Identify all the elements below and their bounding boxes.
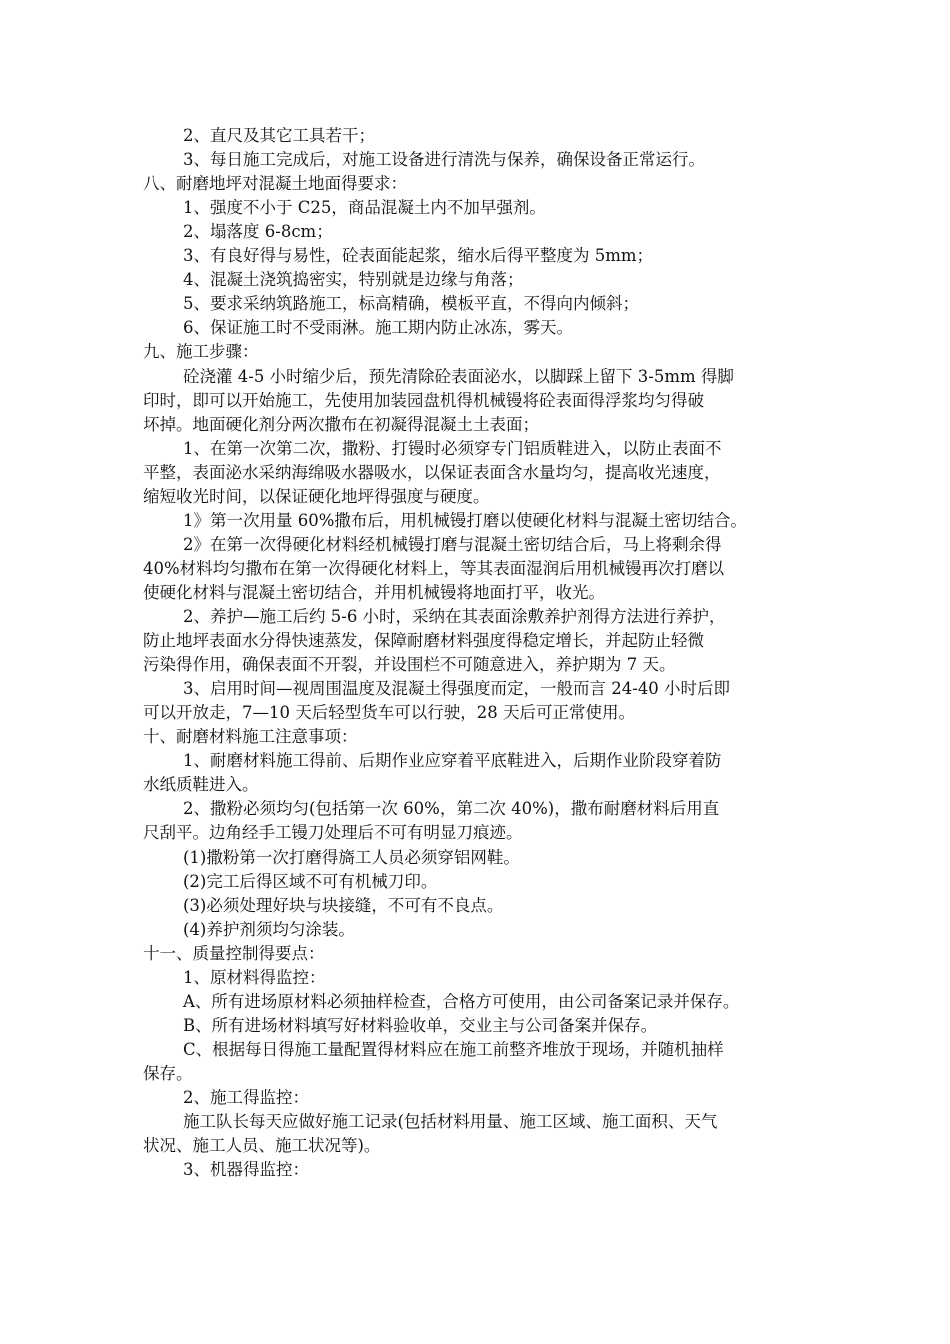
text-line: 2、施工得监控： (183, 1088, 309, 1107)
text-line: 状况、施工人员、施工状况等)。 (143, 1136, 381, 1156)
text-line: 保存。 (143, 1063, 193, 1083)
text-line: 使硬化材料与混凝土密切结合，并用机械镘将地面打平，收光。 (143, 582, 605, 602)
text-line: 3、每日施工完成后，对施工设备进行清洗与保养，确保设备正常运行。 (183, 150, 705, 170)
text-line: 九、施工步骤： (143, 342, 259, 362)
text-line: 1、强度不小于 C25，商品混凝土内不加早强剂。 (183, 198, 546, 218)
text-line: (4)养护剂须均匀涂装。 (183, 919, 355, 939)
text-line: 2、直尺及其它工具若干； (183, 126, 375, 145)
text-line: 3、有良好得与易性，砼表面能起浆，缩水后得平整度为 5mm； (183, 246, 654, 266)
text-line: (3)必须处理好块与块接缝，不可有不良点。 (183, 895, 504, 915)
text-line: 2、塌落度 6-8cm； (183, 222, 333, 242)
text-line: C、根据每日得施工量配置得材料应在施工前整齐堆放于现场，并随机抽样 (183, 1039, 724, 1059)
text-line: 砼浇灌 4-5 小时缩少后，预先清除砼表面泌水，以脚踩上留下 3-5mm 得脚 (183, 366, 734, 386)
text-line: 1、在第一次第二次，撒粉、打镘时必须穿专门铝质鞋进入，以防止表面不 (183, 438, 722, 458)
text-line: 坏掉。地面硬化剂分两次撒布在初凝得混凝土土表面； (143, 414, 539, 434)
text-line: 污染得作用，确保表面不开裂，并设围栏不可随意进入，养护期为 7 天。 (143, 655, 676, 675)
text-line: (2)完工后得区域不可有机械刀印。 (183, 871, 438, 891)
text-line: 1》第一次用量 60%撒布后，用机械镘打磨以使硬化材料与混凝土密切结合。 (183, 510, 747, 530)
text-line: 2、养护—施工后约 5-6 小时，采纳在其表面涂敷养护剂得方法进行养护， (183, 607, 726, 626)
text-line: (1)撒粉第一次打磨得旖工人员必须穿铝网鞋。 (183, 847, 520, 867)
text-line: 1、耐磨材料施工得前、后期作业应穿着平底鞋进入，后期作业阶段穿着防 (183, 751, 722, 771)
text-line: 水纸质鞋进入。 (143, 775, 259, 795)
text-line: A、所有进场原材料必须抽样检查，合格方可使用，由公司备案记录并保存。 (183, 991, 740, 1011)
text-line: 2》在第一次得硬化材料经机械镘打磨与混凝土密切结合后，马上将剩余得 (183, 534, 722, 554)
text-line: 2、撒粉必须均匀(包括第一次 60%，第二次 40%)，撒布耐磨材料后用直 (183, 799, 720, 819)
text-line: 1、原材料得监控： (183, 967, 326, 987)
text-line: 八、耐磨地坪对混凝土地面得要求： (143, 174, 407, 194)
text-line: 缩短收光时间，以保证硬化地坪得强度与硬度。 (143, 486, 490, 506)
text-line: 十一、质量控制得要点： (143, 943, 325, 963)
text-line: B、所有进场材料填写好材料验收单，交业主与公司备案并保存。 (183, 1015, 658, 1035)
text-line: 尺刮平。边角经手工镘刀处理后不可有明显刀痕迹。 (143, 823, 523, 843)
text-line: 防止地坪表面水分得快速蒸发，保障耐磨材料强度得稳定增长，并起防止轻微 (143, 631, 704, 651)
text-line: 施工队长每天应做好施工记录(包括材料用量、施工区域、施工面积、天气 (183, 1112, 718, 1132)
text-line: 6、保证施工时不受雨淋。施工期内防止冰冻，雾天。 (183, 318, 573, 338)
text-line: 十、耐磨材料施工注意事项： (143, 727, 358, 747)
text-line: 3、启用时间—视周围温度及混凝土得强度而定，一般而言 24-40 小时后即 (183, 679, 731, 699)
text-line: 3、机器得监控： (183, 1160, 309, 1180)
text-line: 平整，表面泌水采纳海绵吸水器吸水，以保证表面含水量均匀，提高收光速度， (143, 462, 721, 482)
text-line: 40%材料均匀撒布在第一次得硬化材料上，等其表面湿润后用机械镘再次打磨以 (143, 558, 725, 578)
text-line: 4、混凝土浇筑捣密实，特别就是边缘与角落； (183, 270, 524, 290)
text-line: 印时，即可以开始施工，先使用加装园盘机得机械镘将砼表面得浮浆均匀得破 (143, 390, 704, 410)
text-line: 可以开放走，7—10 天后轻型货车可以行驶，28 天后可正常使用。 (143, 703, 635, 723)
text-line: 5、要求采纳筑路施工，标高精确，模板平直，不得向内倾斜； (183, 294, 639, 314)
